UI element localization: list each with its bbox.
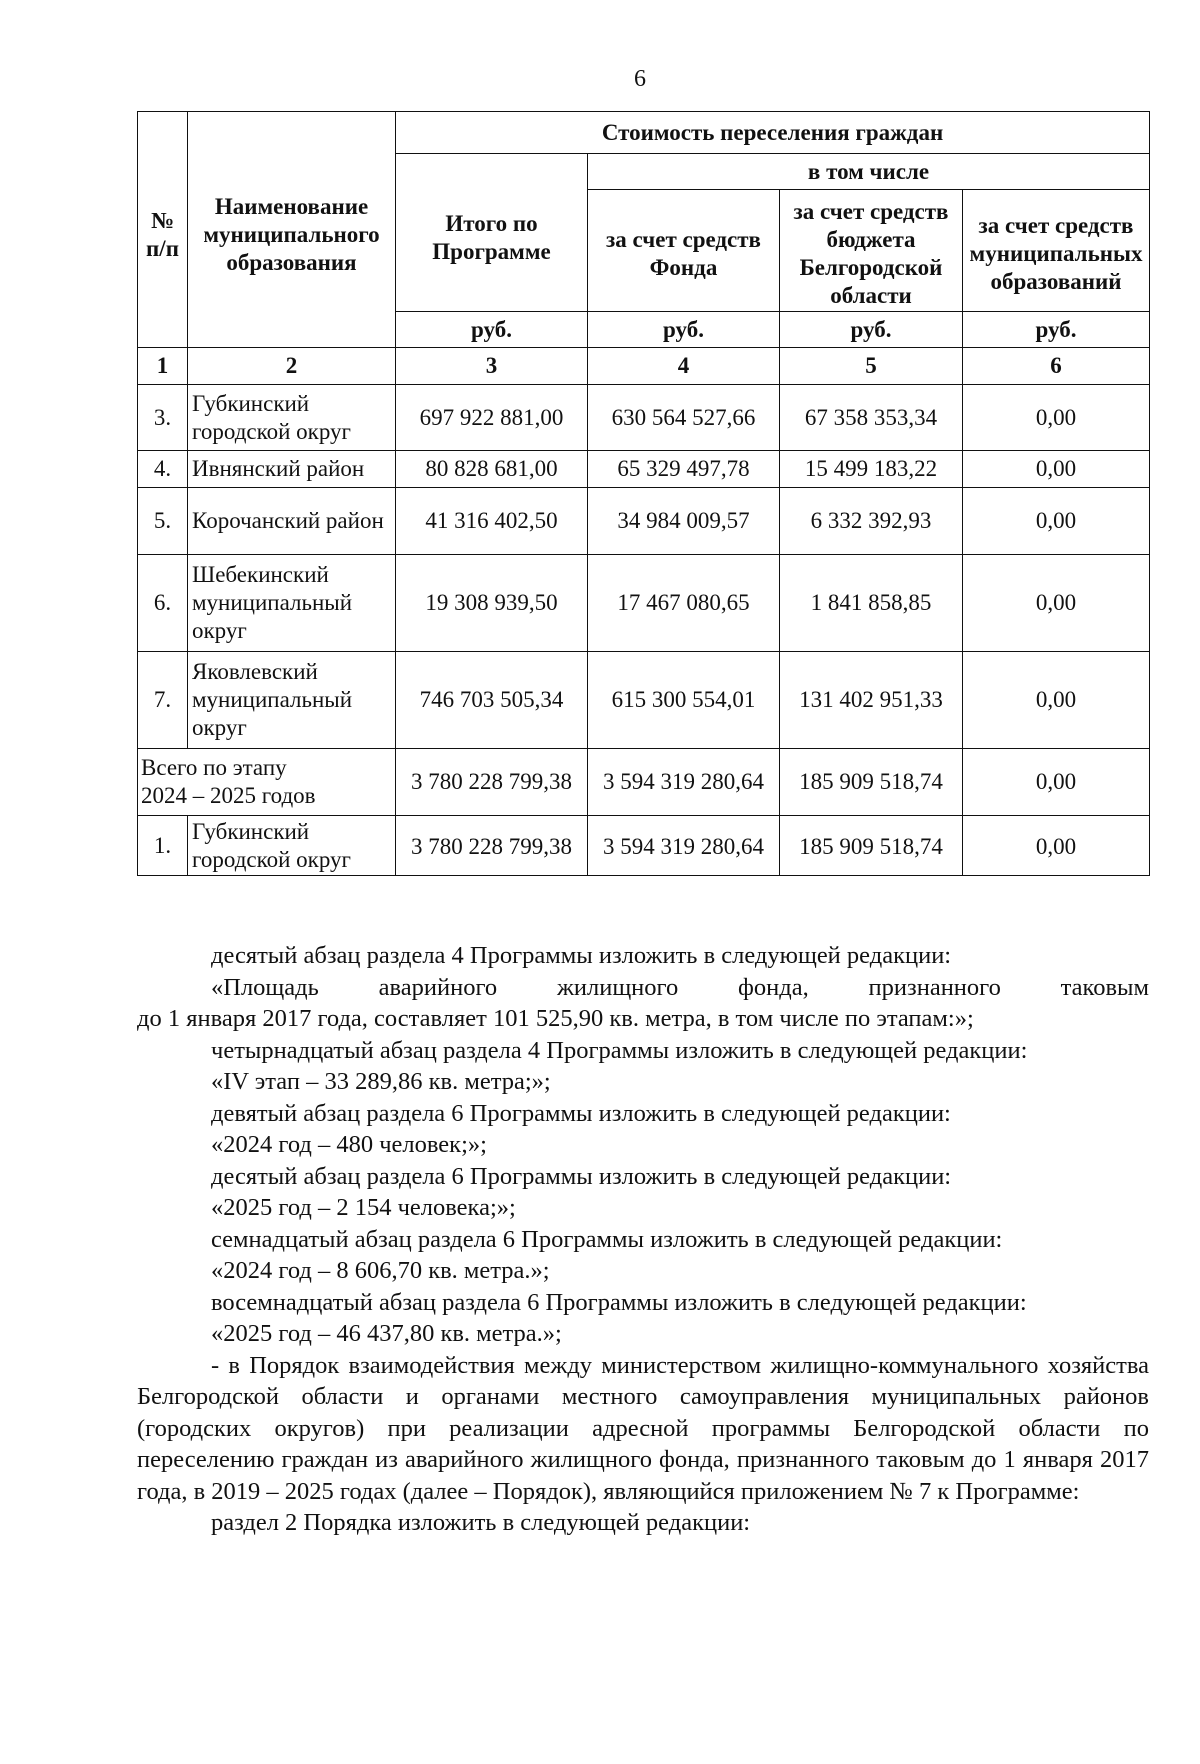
table-row — [138, 555, 1150, 652]
paragraph: «2024 год – 8 606,70 кв. метра.»; — [211, 1257, 550, 1284]
header-num: № п/п — [138, 112, 188, 348]
paragraph: девятый абзац раздела 6 Программы изложить в следующей редакции: — [211, 1099, 951, 1127]
row-total: 3 780 228 799,38 — [396, 816, 588, 876]
row-region: 131 402 951,33 — [780, 652, 963, 749]
table-row — [138, 652, 1150, 749]
row-fund: 3 594 319 280,64 — [588, 816, 780, 876]
row-fund: 630 564 527,66 — [588, 385, 780, 451]
row-name: Губкинский городской округ — [188, 385, 396, 451]
row-name: Губкинский городской округ — [188, 816, 396, 876]
row-name: Шебекинский муниципальный округ — [188, 555, 396, 652]
row-municipal: 0,00 — [963, 488, 1150, 555]
row-name: Яковлевский муниципальный округ — [188, 652, 396, 749]
row-total: 746 703 505,34 — [396, 652, 588, 749]
header-fund: за счет средств Фонда — [588, 190, 780, 312]
table-row — [138, 816, 1150, 876]
row-total: 41 316 402,50 — [396, 488, 588, 555]
header-municipal: за счет средств муниципальных образований — [963, 190, 1150, 312]
subtotal-row — [138, 749, 1150, 816]
row-fund: 65 329 497,78 — [588, 451, 780, 488]
unit-region: руб. — [780, 312, 963, 348]
header-name: Наименование муниципального образования — [188, 112, 396, 348]
row-fund: 615 300 554,01 — [588, 652, 780, 749]
row-name: Ивнянский район — [188, 451, 396, 488]
col-number: 5 — [780, 348, 963, 385]
header-region: за счет средств бюджета Белгородской области — [780, 190, 963, 312]
row-region: 1 841 858,85 — [780, 555, 963, 652]
row-num: 4. — [138, 451, 188, 488]
row-region: 67 358 353,34 — [780, 385, 963, 451]
header-including: в том числе — [588, 154, 1150, 190]
row-num: 6. — [138, 555, 188, 652]
col-number: 3 — [396, 348, 588, 385]
row-fund: 17 467 080,65 — [588, 555, 780, 652]
paragraph: - в Порядок взаимодействия между министерством жилищно-коммунального хозяйства Белгородской области и органами местного самоуправления муниципальных районов (городских округов) при реализации адресной программы Белгородской области по переселению граждан из аварийного жилищного фонда, признанного таковым до 1 января 2017 года, в 2019 – 2025 годах (далее – Порядок), являющийся приложением № 7 к Программе: — [137, 1351, 1149, 1505]
col-number: 1 — [138, 348, 188, 385]
amendments-text — [137, 940, 1149, 1539]
paragraph: «2024 год – 480 человек;»; — [211, 1131, 487, 1158]
unit-total: руб. — [396, 312, 588, 348]
col-number: 6 — [963, 348, 1150, 385]
row-municipal: 0,00 — [963, 652, 1150, 749]
page-number: 6 — [634, 66, 646, 92]
paragraph: семнадцатый абзац раздела 6 Программы изложить в следующей редакции: — [211, 1225, 1003, 1253]
row-num: 1. — [138, 816, 188, 876]
col-number: 2 — [188, 348, 396, 385]
paragraph: «IV этап – 33 289,86 кв. метра;»; — [211, 1068, 551, 1095]
row-municipal: 0,00 — [963, 385, 1150, 451]
paragraph: «2025 год – 2 154 человека;»; — [211, 1194, 516, 1221]
paragraph: четырнадцатый абзац раздела 4 Программы изложить в следующей редакции: — [211, 1036, 1028, 1064]
row-total: 80 828 681,00 — [396, 451, 588, 488]
paragraph: десятый абзац раздела 6 Программы изложить в следующей редакции: — [211, 1162, 952, 1190]
subtotal-region: 185 909 518,74 — [780, 749, 963, 816]
row-fund: 34 984 009,57 — [588, 488, 780, 555]
unit-municipal: руб. — [963, 312, 1150, 348]
row-num: 3. — [138, 385, 188, 451]
header-total: Итого по Программе — [396, 154, 588, 312]
row-municipal: 0,00 — [963, 816, 1150, 876]
resettlement-cost-table — [137, 111, 1150, 876]
col-number: 4 — [588, 348, 780, 385]
row-region: 185 909 518,74 — [780, 816, 963, 876]
subtotal-municipal: 0,00 — [963, 749, 1150, 816]
subtotal-total: 3 780 228 799,38 — [396, 749, 588, 816]
paragraph: «Площадь аварийного жилищного фонда, признанного таковым — [211, 973, 1149, 1001]
subtotal-label: Всего по этапу 2024 – 2025 годов — [138, 749, 396, 816]
row-total: 697 922 881,00 — [396, 385, 588, 451]
paragraph: «2025 год – 46 437,80 кв. метра.»; — [211, 1320, 562, 1347]
subtotal-fund: 3 594 319 280,64 — [588, 749, 780, 816]
row-num: 7. — [138, 652, 188, 749]
row-municipal: 0,00 — [963, 451, 1150, 488]
unit-fund: руб. — [588, 312, 780, 348]
row-region: 15 499 183,22 — [780, 451, 963, 488]
row-num: 5. — [138, 488, 188, 555]
row-municipal: 0,00 — [963, 555, 1150, 652]
header-cost: Стоимость переселения граждан — [396, 112, 1150, 154]
paragraph: восемнадцатый абзац раздела 6 Программы изложить в следующей редакции: — [211, 1288, 1027, 1316]
row-name: Корочанский район — [188, 488, 396, 555]
row-region: 6 332 392,93 — [780, 488, 963, 555]
row-total: 19 308 939,50 — [396, 555, 588, 652]
table-row — [138, 385, 1150, 451]
paragraph: до 1 января 2017 года, составляет 101 525,90 кв. метра, в том числе по этапам:»; — [137, 1005, 974, 1032]
table-row — [138, 488, 1150, 555]
paragraph: раздел 2 Порядка изложить в следующей редакции: — [211, 1509, 751, 1536]
paragraph: десятый абзац раздела 4 Программы изложить в следующей редакции: — [211, 942, 952, 969]
table-row — [138, 451, 1150, 488]
